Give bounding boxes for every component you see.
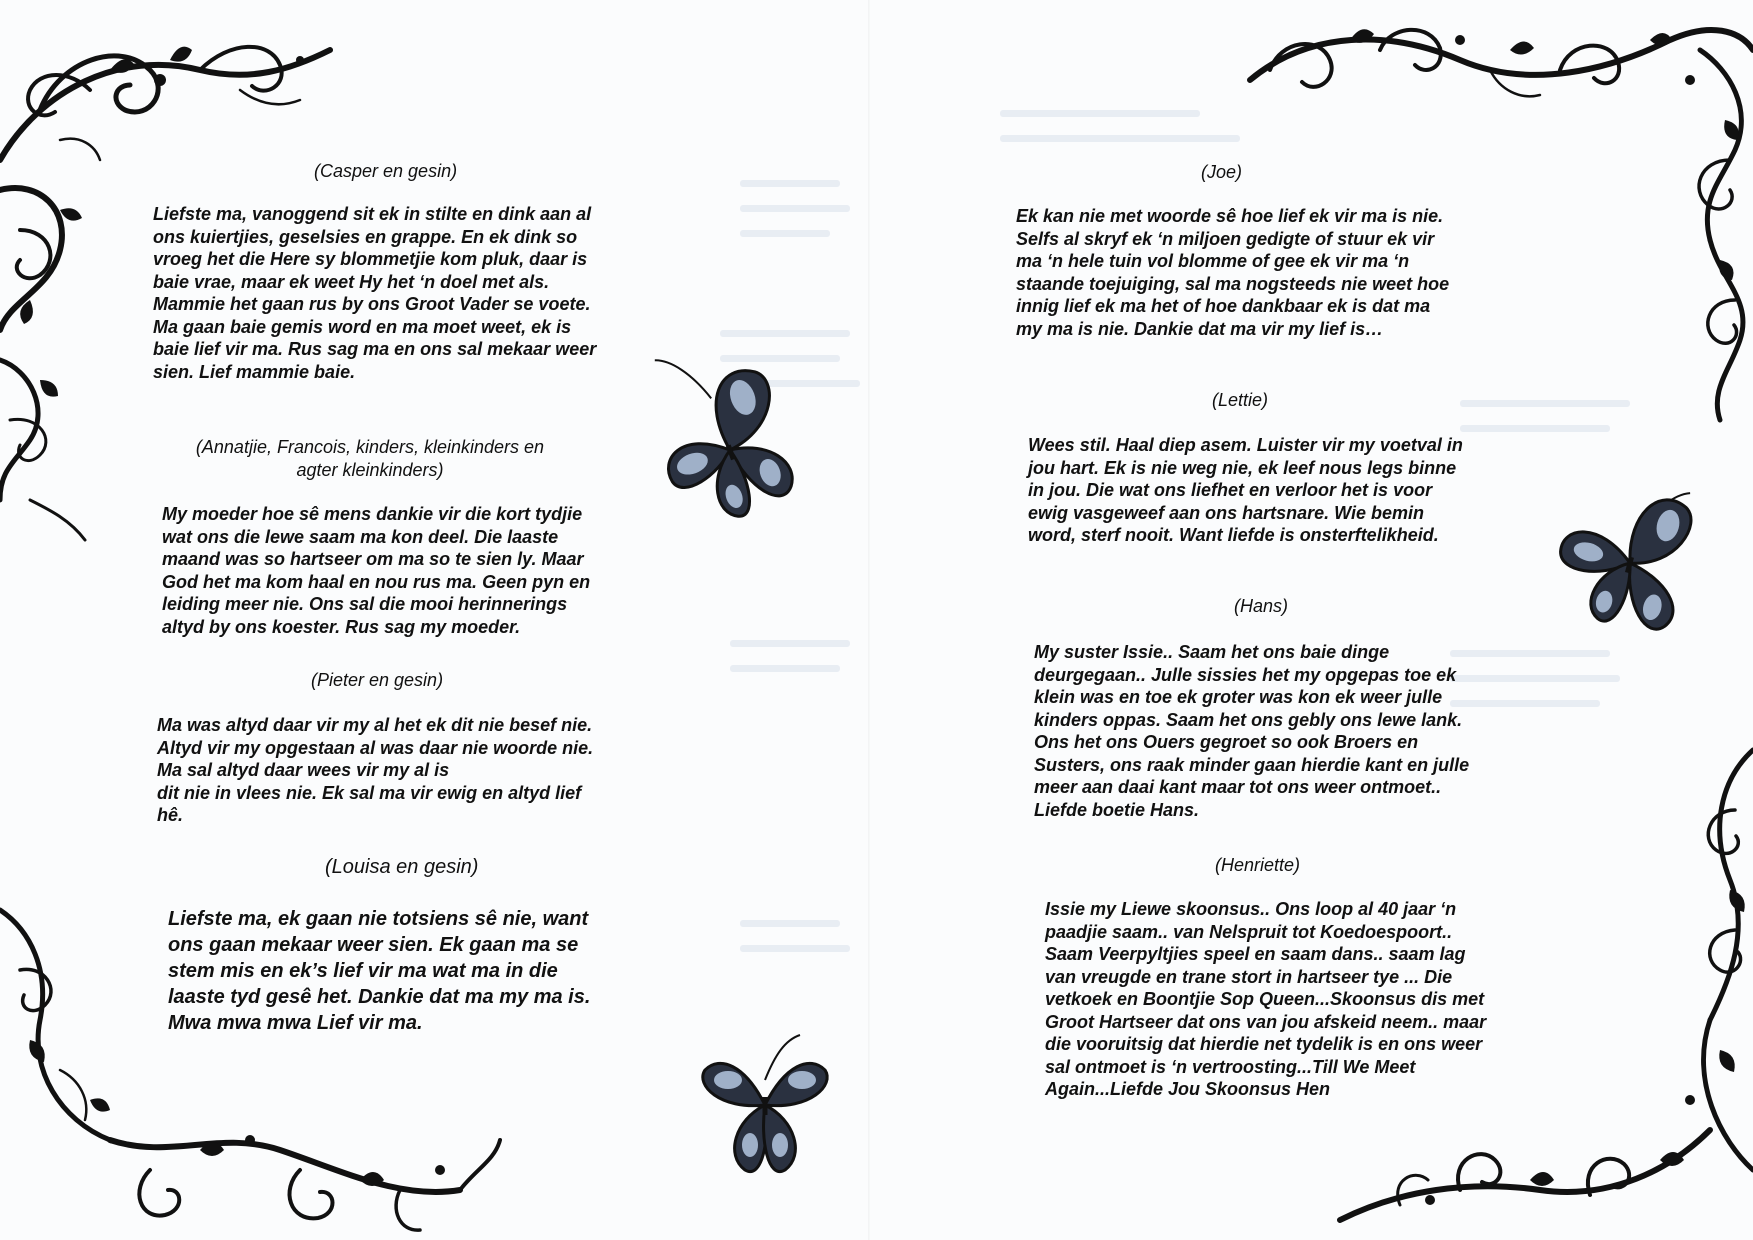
tribute-text: Ek kan nie met woorde sê hoe lief ek vir ma is nie. Selfs al skryf ek ‘n miljoen gedigte of stuur ek vir ma ‘n hele tuin vol blomme of gee ek vir ma ‘n staande toejuiging, sal ma nogsteeds nie weet hoe innig lief ek ma het of hoe dankbaar ek is dat ma my ma is nie. Dankie dat ma vir my lief is… (1016, 206, 1450, 339)
tribute-heading: (Casper en gesin) (314, 161, 458, 181)
tribute-text: Liefste ma, ek gaan nie totsiens sê nie, want ons gaan mekaar weer sien. Ek gaan ma se stem mis en ek’s lief vir ma wat ma in die laaste tyd gesê het. Dankie dat ma my ma is. Mwa mwa mwa Lief vir ma. (168, 908, 591, 1034)
tribute-text: My moeder hoe sê mens dankie vir die kort tydjie wat ons die lewe saam ma kon deel. Die laaste maand was so hartseer om ma so te sien ly. Maar God het ma kom haal en nou rus ma. Geen pyn en leiding meer nie. Ons sal die mooi herinnerings altyd by ons koester. Rus sag my moeder. (162, 504, 591, 637)
tribute-heading: (Pieter en gesin) (311, 670, 444, 690)
tribute-heading: (Henriette) (1215, 855, 1301, 875)
butterfly-icon (690, 1025, 840, 1185)
tribute-heading: (Hans) (1234, 596, 1289, 616)
tribute-text: Wees stil. Haal diep asem. Luister vir my voetval in jou hart. Ek is nie weg nie, ek leef nous legs binne in jou. Die wat ons liefhet en verloor het is voor ewig vasgeweef aan ons hartsnare. Wie bemin word, sterf nooit. Want liefde is onsterftelikheid. (1028, 435, 1463, 545)
tribute-heading: (Joe) (1201, 162, 1243, 182)
tribute-heading: (Lettie) (1212, 390, 1269, 410)
tribute-heading: (Louisa en gesin) (325, 856, 479, 878)
butterfly-icon (1545, 475, 1715, 650)
tribute-heading: (Annatjie, Francois, kinders, kleinkinders en agter kleinkinders) (195, 437, 545, 480)
butterfly-icon (650, 355, 810, 545)
tribute-text: Ma was altyd daar vir my al het ek dit nie besef nie. Altyd vir my opgestaan al was daar nie woorde nie. Ma sal altyd daar wees vir my al is dit nie in vlees nie. Ek sal ma vir ewig en altyd lief hê. (157, 715, 594, 825)
tribute-text: Liefste ma, vanoggend sit ek in stilte en dink aan al ons kuiertjies, geselsies en grappe. En ek dink so vroeg het die Here sy blommetjie kom pluk, daar is baie vrae, maar ek weet Hy het ‘n doel met als. Mammie het gaan rus by ons Groot Vader se voete. Ma gaan baie gemis word en ma moet weet, ek is baie lief vir ma. Rus sag ma en ons sal mekaar weer sien. Lief mammie baie. (153, 204, 597, 382)
tribute-text: My suster Issie.. Saam het ons baie dinge deurgegaan.. Julle sissies het my opgepas toe ek klein was en toe ek groter was kon ek weer julle kinders oppas. Saam het ons gebly ons lewe lank. Ons het ons Ouers gegroet so ook Broers en Susters, ons raak minder gaan hierdie kant en julle meer aan daai kant maar tot ons weer ontmoet.. Liefde boetie Hans. (1034, 642, 1470, 820)
tribute-text: Issie my Liewe skoonsus.. Ons loop al 40 jaar ‘n paadjie saam.. van Nelspruit tot Koedoespoort.. Saam Veerpyltjies speel en saam dans.. saam lag van vreugde en trane stort in hartseer tye ... Die vetkoek en Boontjie Sop Queen...Skoonsus dis met Groot Hartseer dat ons van jou afskeid neem.. maar die vooruitsig dat hierdie net tydelik is en ons weer sal ontmoet is ‘n vertroosting...Till We Meet Again...Liefde Jou Skoonsus Hen (1045, 899, 1487, 1099)
center-fold (868, 0, 870, 1240)
